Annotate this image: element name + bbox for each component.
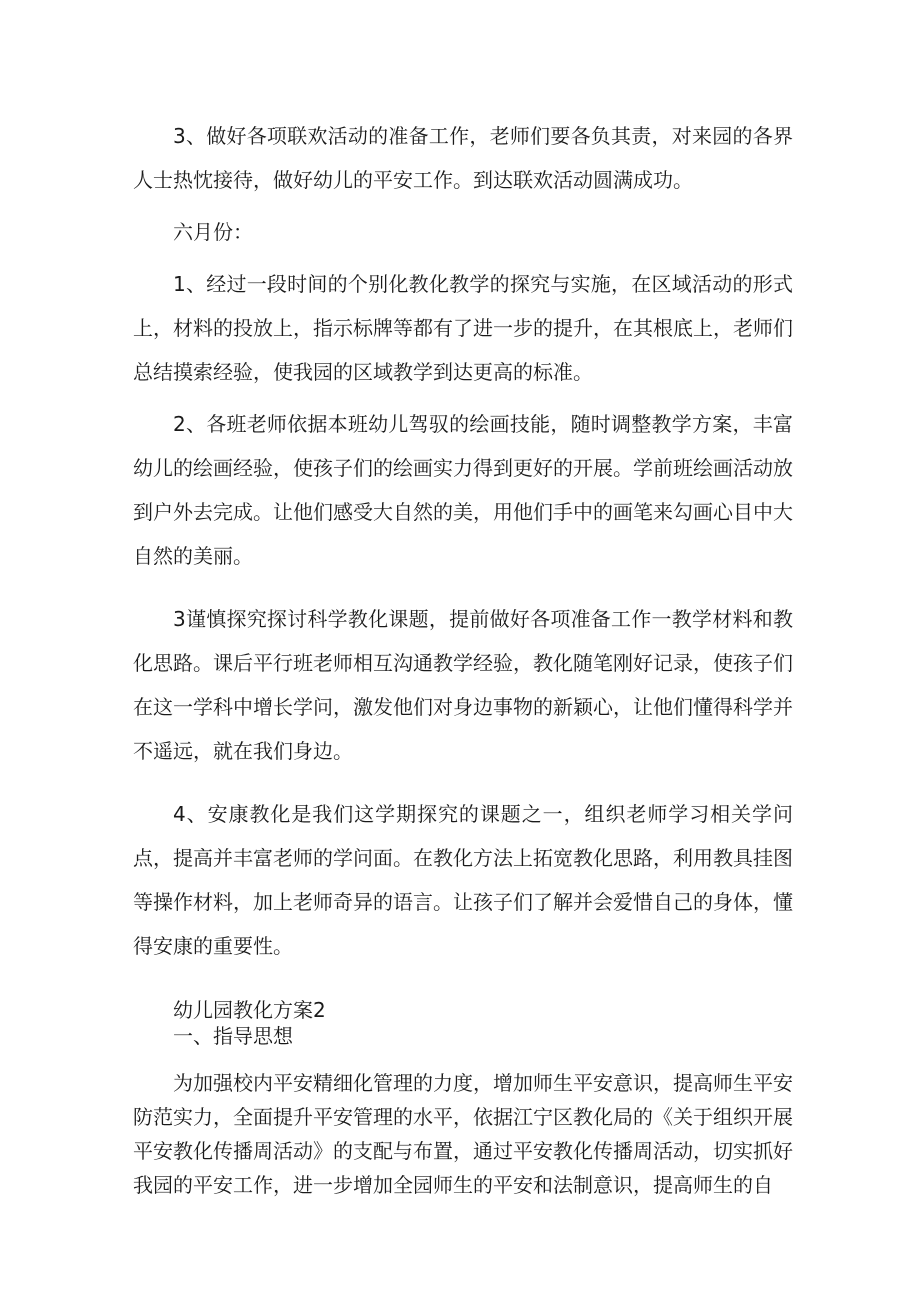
paragraph-item-4-health: 4、安康教化是我们这学期探究的课题之一，组织老师学习相关学问点，提高并丰富老师的学问面。在教化方法上拓宽教化思路，利用教具挂图等操作材料，加上老师奇异的语言。让孩子们了解并会爱惜自己的身体，懂得安康的重要性。 — [133, 802, 793, 958]
paragraph-item-2-painting: 2、各班老师依据本班幼儿驾驭的绘画技能，随时调整教学方案，丰富幼儿的绘画经验，使孩子们的绘画实力得到更好的开展。学前班绘画活动放到户外去完成。让他们感受大自然的美，用他们手中的画笔来勾画心目中大自然的美丽。 — [133, 412, 793, 568]
subsection-title: 一、指导思想 — [173, 1024, 293, 1048]
paragraph-item-1-regional-activities: 1、经过一段时间的个别化教化教学的探究与实施，在区域活动的形式上，材料的投放上，指示标牌等都有了进一步的提升，在其根底上，老师们总结摸索经验，使我园的区域教学到达更高的标准。 — [133, 272, 793, 384]
section-title: 幼儿园教化方案2 — [173, 998, 326, 1022]
paragraph-item-3-science: 3谨慎探究探讨科学教化课题，提前做好各项准备工作一教学材料和教化思路。课后平行班老师相互沟通教学经验，教化随笔刚好记录，使孩子们在这一学科中增长学问，激发他们对身边事物的新颖心，让他们懂得科学并不遥远，就在我们身边。 — [133, 607, 793, 763]
month-heading-june: 六月份： — [173, 220, 253, 244]
paragraph-item-3-preparation: 3、做好各项联欢活动的准备工作，老师们要各负其责，对来园的各界人士热忱接待，做好幼儿的平安工作。到达联欢活动圆满成功。 — [133, 124, 793, 192]
paragraph-guiding-ideology: 为加强校内平安精细化管理的力度，增加师生平安意识，提高师生平安防范实力，全面提升平安管理的水平，依据江宁区教化局的《关于组织开展平安教化传播周活动》的支配与布置，通过平安教化传播周活动，切实抓好我园的平安工作，进一步增加全园师生的平安和法制意识，提高师生的自 — [133, 1071, 793, 1197]
